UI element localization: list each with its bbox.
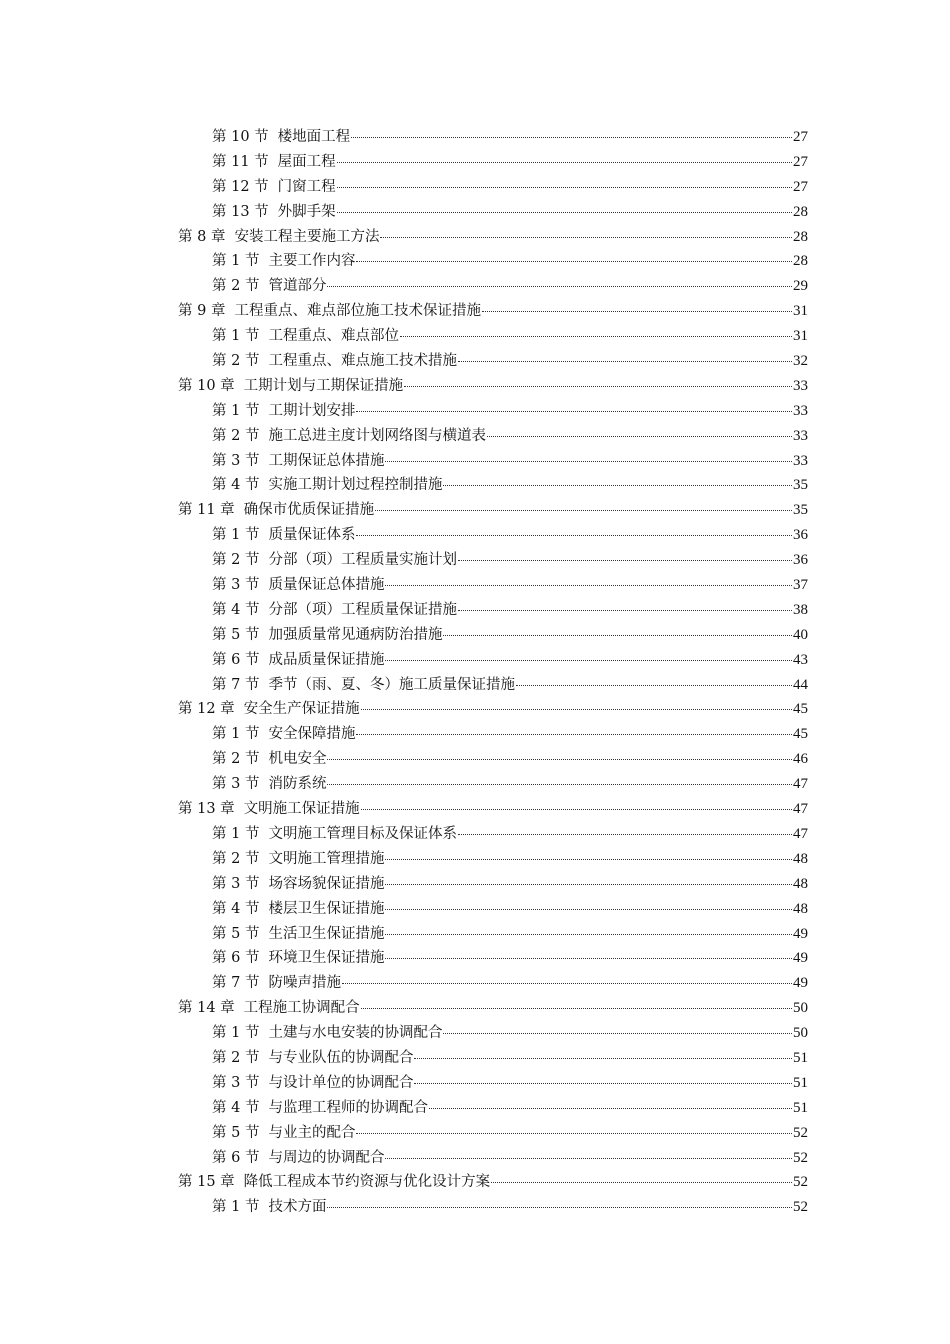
toc-entry-number: 第 1 节 xyxy=(212,328,260,345)
toc-entry-title: 管道部分 xyxy=(268,278,327,295)
toc-entry-title: 季节（雨、夏、冬）施工质量保证措施 xyxy=(268,676,515,693)
toc-entry-title: 安全保障措施 xyxy=(268,726,356,743)
toc-entry-number: 第 8 章 xyxy=(178,228,226,245)
toc-chapter-entry[interactable] xyxy=(178,374,808,399)
toc-entry-title: 质量保证体系 xyxy=(268,527,356,544)
toc-chapter-entry[interactable] xyxy=(178,225,808,250)
toc-section-entry[interactable] xyxy=(178,623,808,648)
toc-dot-leader xyxy=(385,660,792,661)
toc-entry-title: 门窗工程 xyxy=(277,178,336,195)
toc-entry-title: 工期计划安排 xyxy=(268,402,356,419)
toc-section-entry[interactable] xyxy=(178,175,808,200)
toc-page-number: 27 xyxy=(793,178,808,195)
toc-dot-leader xyxy=(327,286,792,287)
toc-page-number: 51 xyxy=(793,1074,808,1091)
toc-page-number: 50 xyxy=(793,1025,808,1042)
toc-entry-title: 土建与水电安装的协调配合 xyxy=(268,1025,443,1042)
toc-section-entry[interactable] xyxy=(178,1071,808,1096)
toc-section-entry[interactable] xyxy=(178,200,808,225)
toc-page-number: 51 xyxy=(793,1049,808,1066)
toc-page-number: 33 xyxy=(793,377,808,394)
toc-entry-number: 第 1 节 xyxy=(212,527,260,544)
toc-dot-leader xyxy=(356,261,792,262)
toc-page-number: 32 xyxy=(793,353,808,370)
toc-entry-number: 第 1 节 xyxy=(212,726,260,743)
toc-entry-title: 生活卫生保证措施 xyxy=(268,925,385,942)
toc-entry-number: 第 11 节 xyxy=(212,153,269,170)
toc-entry-number: 第 3 节 xyxy=(212,577,260,594)
toc-page-number: 28 xyxy=(793,228,808,245)
toc-section-entry[interactable] xyxy=(178,424,808,449)
toc-dot-leader xyxy=(443,485,792,486)
toc-entry-title: 楼层卫生保证措施 xyxy=(268,900,385,917)
toc-entry-number: 第 5 节 xyxy=(212,626,260,643)
toc-dot-leader xyxy=(385,909,792,910)
toc-dot-leader xyxy=(385,884,792,885)
toc-section-entry[interactable] xyxy=(178,573,808,598)
toc-page-number: 33 xyxy=(793,402,808,419)
toc-page-number: 31 xyxy=(793,328,808,345)
toc-entry-number: 第 2 节 xyxy=(212,552,260,569)
toc-section-entry[interactable] xyxy=(178,274,808,299)
toc-entry-title: 场容场貌保证措施 xyxy=(268,875,385,892)
toc-page-number: 45 xyxy=(793,726,808,743)
toc-entry-number: 第 2 节 xyxy=(212,850,260,867)
toc-page-number: 29 xyxy=(793,278,808,295)
toc-entry-number: 第 3 节 xyxy=(212,1074,260,1091)
toc-entry-title: 分部（项）工程质量保证措施 xyxy=(268,601,457,618)
toc-section-entry[interactable] xyxy=(178,523,808,548)
toc-entry-title: 安全生产保证措施 xyxy=(243,701,360,718)
toc-entry-title: 文明施工管理目标及保证体系 xyxy=(268,825,457,842)
toc-page-number: 43 xyxy=(793,651,808,668)
toc-entry-title: 工程重点、难点施工技术措施 xyxy=(268,353,457,370)
toc-dot-leader xyxy=(337,162,792,163)
toc-entry-number: 第 2 节 xyxy=(212,353,260,370)
toc-dot-leader xyxy=(375,510,792,511)
toc-dot-leader xyxy=(516,685,792,686)
toc-entry-title: 屋面工程 xyxy=(277,153,336,170)
toc-dot-leader xyxy=(342,983,792,984)
toc-dot-leader xyxy=(385,934,792,935)
toc-entry-number: 第 1 节 xyxy=(212,1199,260,1216)
toc-entry-title: 降低工程成本节约资源与优化设计方案 xyxy=(243,1174,491,1191)
toc-section-entry[interactable] xyxy=(178,872,808,897)
toc-entry-title: 主要工作内容 xyxy=(268,253,356,270)
toc-page-number: 44 xyxy=(793,676,808,693)
toc-page-number: 35 xyxy=(793,477,808,494)
toc-entry-number: 第 13 章 xyxy=(178,801,235,818)
toc-page-number: 33 xyxy=(793,427,808,444)
toc-entry-title: 安装工程主要施工方法 xyxy=(234,228,380,245)
toc-chapter-entry[interactable] xyxy=(178,498,808,523)
toc-section-entry[interactable] xyxy=(178,897,808,922)
toc-page-number: 38 xyxy=(793,601,808,618)
toc-entry-number: 第 10 章 xyxy=(178,377,235,394)
toc-entry-number: 第 4 节 xyxy=(212,1099,260,1116)
toc-section-entry[interactable] xyxy=(178,1195,808,1220)
toc-entry-title: 工期计划与工期保证措施 xyxy=(243,377,404,394)
toc-section-entry[interactable] xyxy=(178,922,808,947)
toc-entry-title: 与业主的配合 xyxy=(268,1124,356,1141)
toc-dot-leader xyxy=(458,361,792,362)
toc-entry-title: 与设计单位的协调配合 xyxy=(268,1074,414,1091)
toc-dot-leader xyxy=(356,734,792,735)
toc-entry-title: 工程重点、难点部位 xyxy=(268,328,399,345)
toc-entry-title: 防噪声措施 xyxy=(268,975,341,992)
toc-section-entry[interactable] xyxy=(178,598,808,623)
toc-entry-title: 环境卫生保证措施 xyxy=(268,950,385,967)
toc-page-number: 48 xyxy=(793,875,808,892)
toc-dot-leader xyxy=(458,610,792,611)
toc-dot-leader xyxy=(482,311,792,312)
toc-page-number: 47 xyxy=(793,776,808,793)
toc-entry-number: 第 13 节 xyxy=(212,203,269,220)
toc-dot-leader xyxy=(351,137,792,138)
toc-entry-title: 分部（项）工程质量实施计划 xyxy=(268,552,457,569)
toc-entry-title: 加强质量常见通病防治措施 xyxy=(268,626,443,643)
toc-page-number: 51 xyxy=(793,1099,808,1116)
toc-entry-title: 工程重点、难点部位施工技术保证措施 xyxy=(234,303,481,320)
toc-entry-number: 第 2 节 xyxy=(212,751,260,768)
toc-entry-number: 第 1 节 xyxy=(212,253,260,270)
toc-dot-leader xyxy=(327,759,792,760)
toc-dot-leader xyxy=(429,1108,792,1109)
toc-entry-title: 与监理工程师的协调配合 xyxy=(268,1099,428,1116)
toc-section-entry[interactable] xyxy=(178,150,808,175)
toc-entry-number: 第 3 节 xyxy=(212,776,260,793)
toc-dot-leader xyxy=(327,784,792,785)
toc-section-entry[interactable] xyxy=(178,249,808,274)
toc-section-entry[interactable] xyxy=(178,1046,808,1071)
toc-entry-number: 第 4 节 xyxy=(212,900,260,917)
toc-chapter-entry[interactable] xyxy=(178,299,808,324)
toc-section-entry[interactable] xyxy=(178,349,808,374)
toc-section-entry[interactable] xyxy=(178,1096,808,1121)
toc-page-number: 48 xyxy=(793,850,808,867)
toc-dot-leader xyxy=(337,212,792,213)
toc-entry-title: 工程施工协调配合 xyxy=(243,1000,360,1017)
toc-entry-number: 第 2 节 xyxy=(212,278,260,295)
toc-entry-title: 机电安全 xyxy=(268,751,327,768)
toc-section-entry[interactable] xyxy=(178,125,808,150)
toc-entry-title: 成品质量保证措施 xyxy=(268,651,385,668)
toc-entry-number: 第 12 章 xyxy=(178,701,235,718)
toc-entry-number: 第 9 章 xyxy=(178,303,226,320)
toc-chapter-entry[interactable] xyxy=(178,996,808,1021)
toc-chapter-entry[interactable] xyxy=(178,797,808,822)
toc-page-number: 49 xyxy=(793,975,808,992)
toc-page-number: 52 xyxy=(793,1174,808,1191)
toc-entry-number: 第 10 节 xyxy=(212,129,269,145)
toc-page-number: 28 xyxy=(793,253,808,270)
toc-page-number: 52 xyxy=(793,1199,808,1216)
toc-section-entry[interactable] xyxy=(178,1121,808,1146)
toc-section-entry[interactable] xyxy=(178,747,808,772)
toc-dot-leader xyxy=(443,635,792,636)
toc-entry-title: 楼地面工程 xyxy=(277,129,351,145)
toc-dot-leader xyxy=(385,461,792,462)
toc-entry-title: 外脚手架 xyxy=(277,203,336,220)
toc-page-number: 40 xyxy=(793,626,808,643)
toc-page-number: 45 xyxy=(793,701,808,718)
toc-section-entry[interactable] xyxy=(178,946,808,971)
toc-page-number: 47 xyxy=(793,825,808,842)
toc-dot-leader xyxy=(443,1033,792,1034)
toc-entry-number: 第 1 节 xyxy=(212,825,260,842)
toc-page-number: 46 xyxy=(793,751,808,768)
toc-dot-leader xyxy=(361,709,792,710)
toc-chapter-entry[interactable] xyxy=(178,697,808,722)
toc-page-number: 27 xyxy=(793,129,808,145)
toc-section-entry[interactable] xyxy=(178,971,808,996)
toc-entry-number: 第 7 节 xyxy=(212,676,260,693)
toc-dot-leader xyxy=(385,585,792,586)
toc-entry-title: 确保市优质保证措施 xyxy=(243,502,375,519)
toc-page-number: 36 xyxy=(793,552,808,569)
toc-section-entry[interactable] xyxy=(178,1146,808,1171)
toc-page-number: 50 xyxy=(793,1000,808,1017)
toc-page-number: 52 xyxy=(793,1149,808,1166)
toc-section-entry[interactable] xyxy=(178,847,808,872)
toc-entry-title: 与专业队伍的协调配合 xyxy=(268,1049,414,1066)
toc-dot-leader xyxy=(356,535,792,536)
toc-dot-leader xyxy=(356,1133,792,1134)
toc-section-entry[interactable] xyxy=(178,449,808,474)
toc-entry-number: 第 3 节 xyxy=(212,875,260,892)
toc-entry-number: 第 5 节 xyxy=(212,1124,260,1141)
toc-entry-number: 第 6 节 xyxy=(212,1149,260,1166)
toc-page-number: 33 xyxy=(793,452,808,469)
toc-entry-title: 文明施工保证措施 xyxy=(243,801,360,818)
toc-dot-leader xyxy=(458,560,792,561)
toc-dot-leader xyxy=(487,436,792,437)
toc-dot-leader xyxy=(414,1083,792,1084)
toc-dot-leader xyxy=(385,859,792,860)
toc-page-number: 27 xyxy=(793,153,808,170)
toc-dot-leader xyxy=(380,237,792,238)
toc-section-entry[interactable] xyxy=(178,399,808,424)
toc-dot-leader xyxy=(404,386,792,387)
toc-entry-title: 工期保证总体措施 xyxy=(268,452,385,469)
toc-page-number: 52 xyxy=(793,1124,808,1141)
toc-dot-leader xyxy=(491,1182,792,1183)
toc-page-number: 48 xyxy=(793,900,808,917)
toc-page-number: 49 xyxy=(793,925,808,942)
toc-entry-number: 第 6 节 xyxy=(212,950,260,967)
toc-entry-number: 第 6 节 xyxy=(212,651,260,668)
toc-page-number: 47 xyxy=(793,801,808,818)
toc-dot-leader xyxy=(385,958,792,959)
toc-section-entry[interactable] xyxy=(178,548,808,573)
toc-dot-leader xyxy=(361,809,792,810)
toc-page-number: 49 xyxy=(793,950,808,967)
toc-entry-number: 第 1 节 xyxy=(212,402,260,419)
toc-dot-leader xyxy=(356,411,792,412)
toc-section-entry[interactable] xyxy=(178,648,808,673)
toc-entry-title: 实施工期计划过程控制措施 xyxy=(268,477,443,494)
toc-entry-number: 第 2 节 xyxy=(212,1049,260,1066)
toc-entry-number: 第 15 章 xyxy=(178,1174,235,1191)
toc-page-number: 28 xyxy=(793,203,808,220)
toc-section-entry[interactable] xyxy=(178,722,808,747)
toc-entry-title: 文明施工管理措施 xyxy=(268,850,385,867)
toc-entry-number: 第 7 节 xyxy=(212,975,260,992)
toc-dot-leader xyxy=(414,1058,792,1059)
toc-entry-number: 第 14 章 xyxy=(178,1000,235,1017)
toc-dot-leader xyxy=(385,1158,792,1159)
toc-page-number: 36 xyxy=(793,527,808,544)
toc-page-number: 35 xyxy=(793,502,808,519)
toc-entry-title: 消防系统 xyxy=(268,776,327,793)
toc-entry-number: 第 4 节 xyxy=(212,601,260,618)
table-of-contents xyxy=(178,125,808,1220)
toc-entry-number: 第 5 节 xyxy=(212,925,260,942)
toc-section-entry[interactable] xyxy=(178,673,808,698)
toc-entry-title: 与周边的协调配合 xyxy=(268,1149,385,1166)
toc-dot-leader xyxy=(400,336,792,337)
toc-section-entry[interactable] xyxy=(178,324,808,349)
toc-entry-title: 质量保证总体措施 xyxy=(268,577,385,594)
toc-entry-number: 第 12 节 xyxy=(212,178,269,195)
toc-entry-number: 第 2 节 xyxy=(212,427,260,444)
toc-section-entry[interactable] xyxy=(178,473,808,498)
toc-page-number: 31 xyxy=(793,303,808,320)
toc-entry-number: 第 4 节 xyxy=(212,477,260,494)
toc-dot-leader xyxy=(361,1008,792,1009)
toc-section-entry[interactable] xyxy=(178,772,808,797)
toc-section-entry[interactable] xyxy=(178,822,808,847)
toc-entry-title: 技术方面 xyxy=(268,1199,327,1216)
toc-dot-leader xyxy=(458,834,792,835)
toc-page-number: 37 xyxy=(793,577,808,594)
toc-entry-number: 第 3 节 xyxy=(212,452,260,469)
toc-chapter-entry[interactable] xyxy=(178,1170,808,1195)
toc-dot-leader xyxy=(337,187,792,188)
toc-entry-title: 施工总进主度计划网络图与横道表 xyxy=(268,427,486,444)
toc-dot-leader xyxy=(327,1207,792,1208)
toc-entry-number: 第 1 节 xyxy=(212,1025,260,1042)
toc-entry-number: 第 11 章 xyxy=(178,502,235,519)
toc-section-entry[interactable] xyxy=(178,1021,808,1046)
